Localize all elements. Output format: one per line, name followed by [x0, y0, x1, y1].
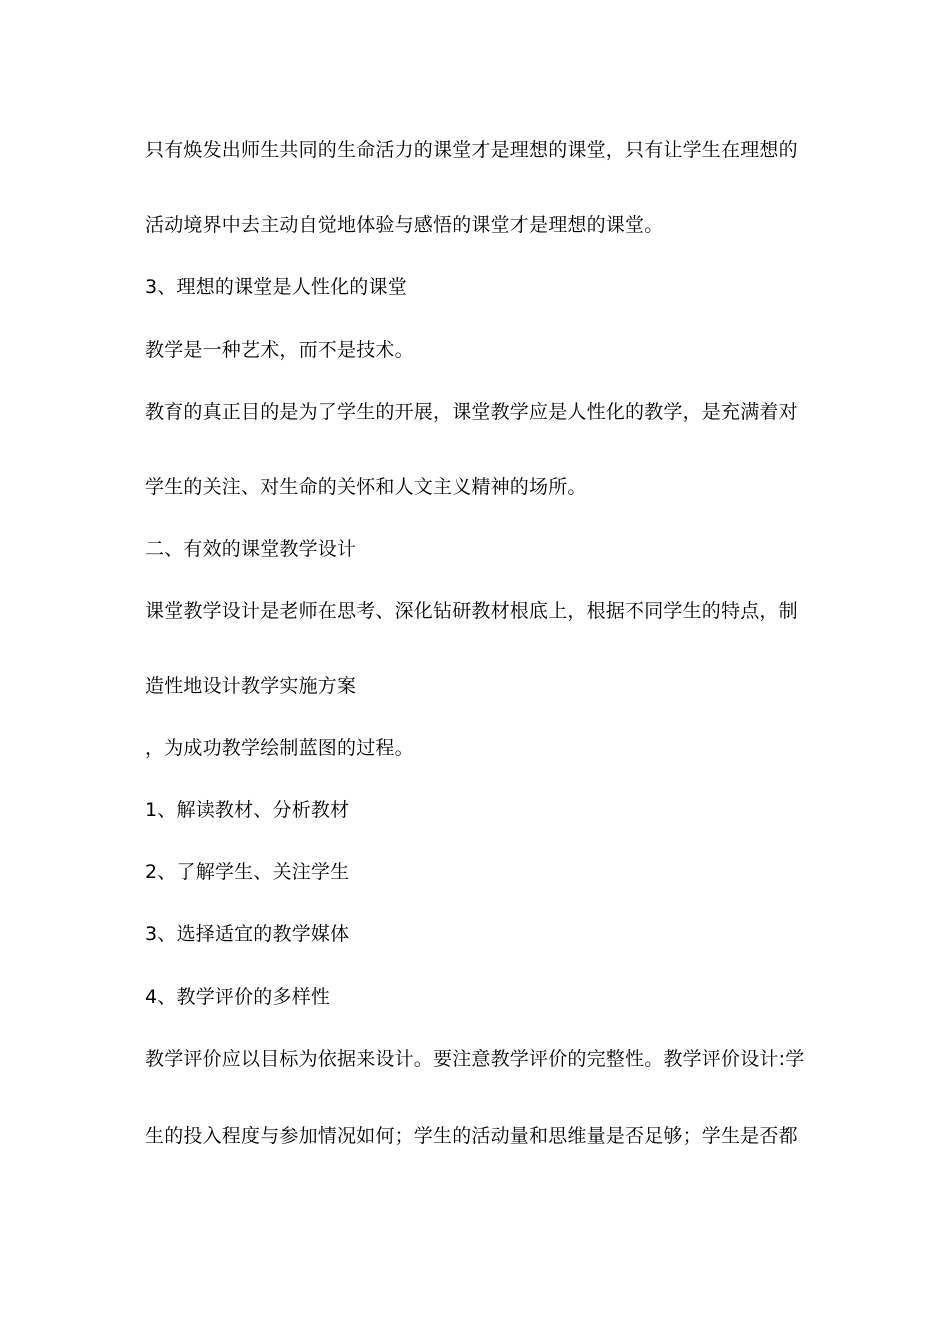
- paragraph-line: 活动境界中去主动自觉地体验与感悟的课堂才是理想的课堂。: [145, 214, 664, 236]
- paragraph-line: 教学评价应以目标为依据来设计。要注意教学评价的完整性。教学评价设计:学: [145, 1048, 805, 1070]
- paragraph-line: ，为成功教学绘制蓝图的过程。: [145, 737, 414, 759]
- list-item: 2、了解学生、关注学生: [145, 861, 350, 883]
- list-item: 3、选择适宜的教学媒体: [145, 923, 350, 945]
- paragraph-line: 教育的真正目的是为了学生的开展，课堂教学应是人性化的教学，是充满着对: [145, 401, 798, 423]
- list-item: 1、解读教材、分析教材: [145, 799, 350, 821]
- paragraph-line: 教学是一种艺术，而不是技术。: [145, 339, 414, 361]
- section-heading: 二、有效的课堂教学设计: [145, 538, 357, 560]
- paragraph-line: 生的投入程度与参加情况如何；学生的活动量和思维量是否足够；学生是否都: [145, 1125, 798, 1147]
- section-heading: 3、理想的课堂是人性化的课堂: [145, 276, 407, 298]
- paragraph-line: 学生的关注、对生命的关怀和人文主义精神的场所。: [145, 476, 587, 498]
- list-item: 4、教学评价的多样性: [145, 986, 331, 1008]
- paragraph-line: 造性地设计教学实施方案: [145, 675, 357, 697]
- paragraph-line: 只有焕发出师生共同的生命活力的课堂才是理想的课堂，只有让学生在理想的: [145, 139, 798, 161]
- paragraph-line: 课堂教学设计是老师在思考、深化钻研教材根底上，根据不同学生的特点，制: [145, 600, 798, 622]
